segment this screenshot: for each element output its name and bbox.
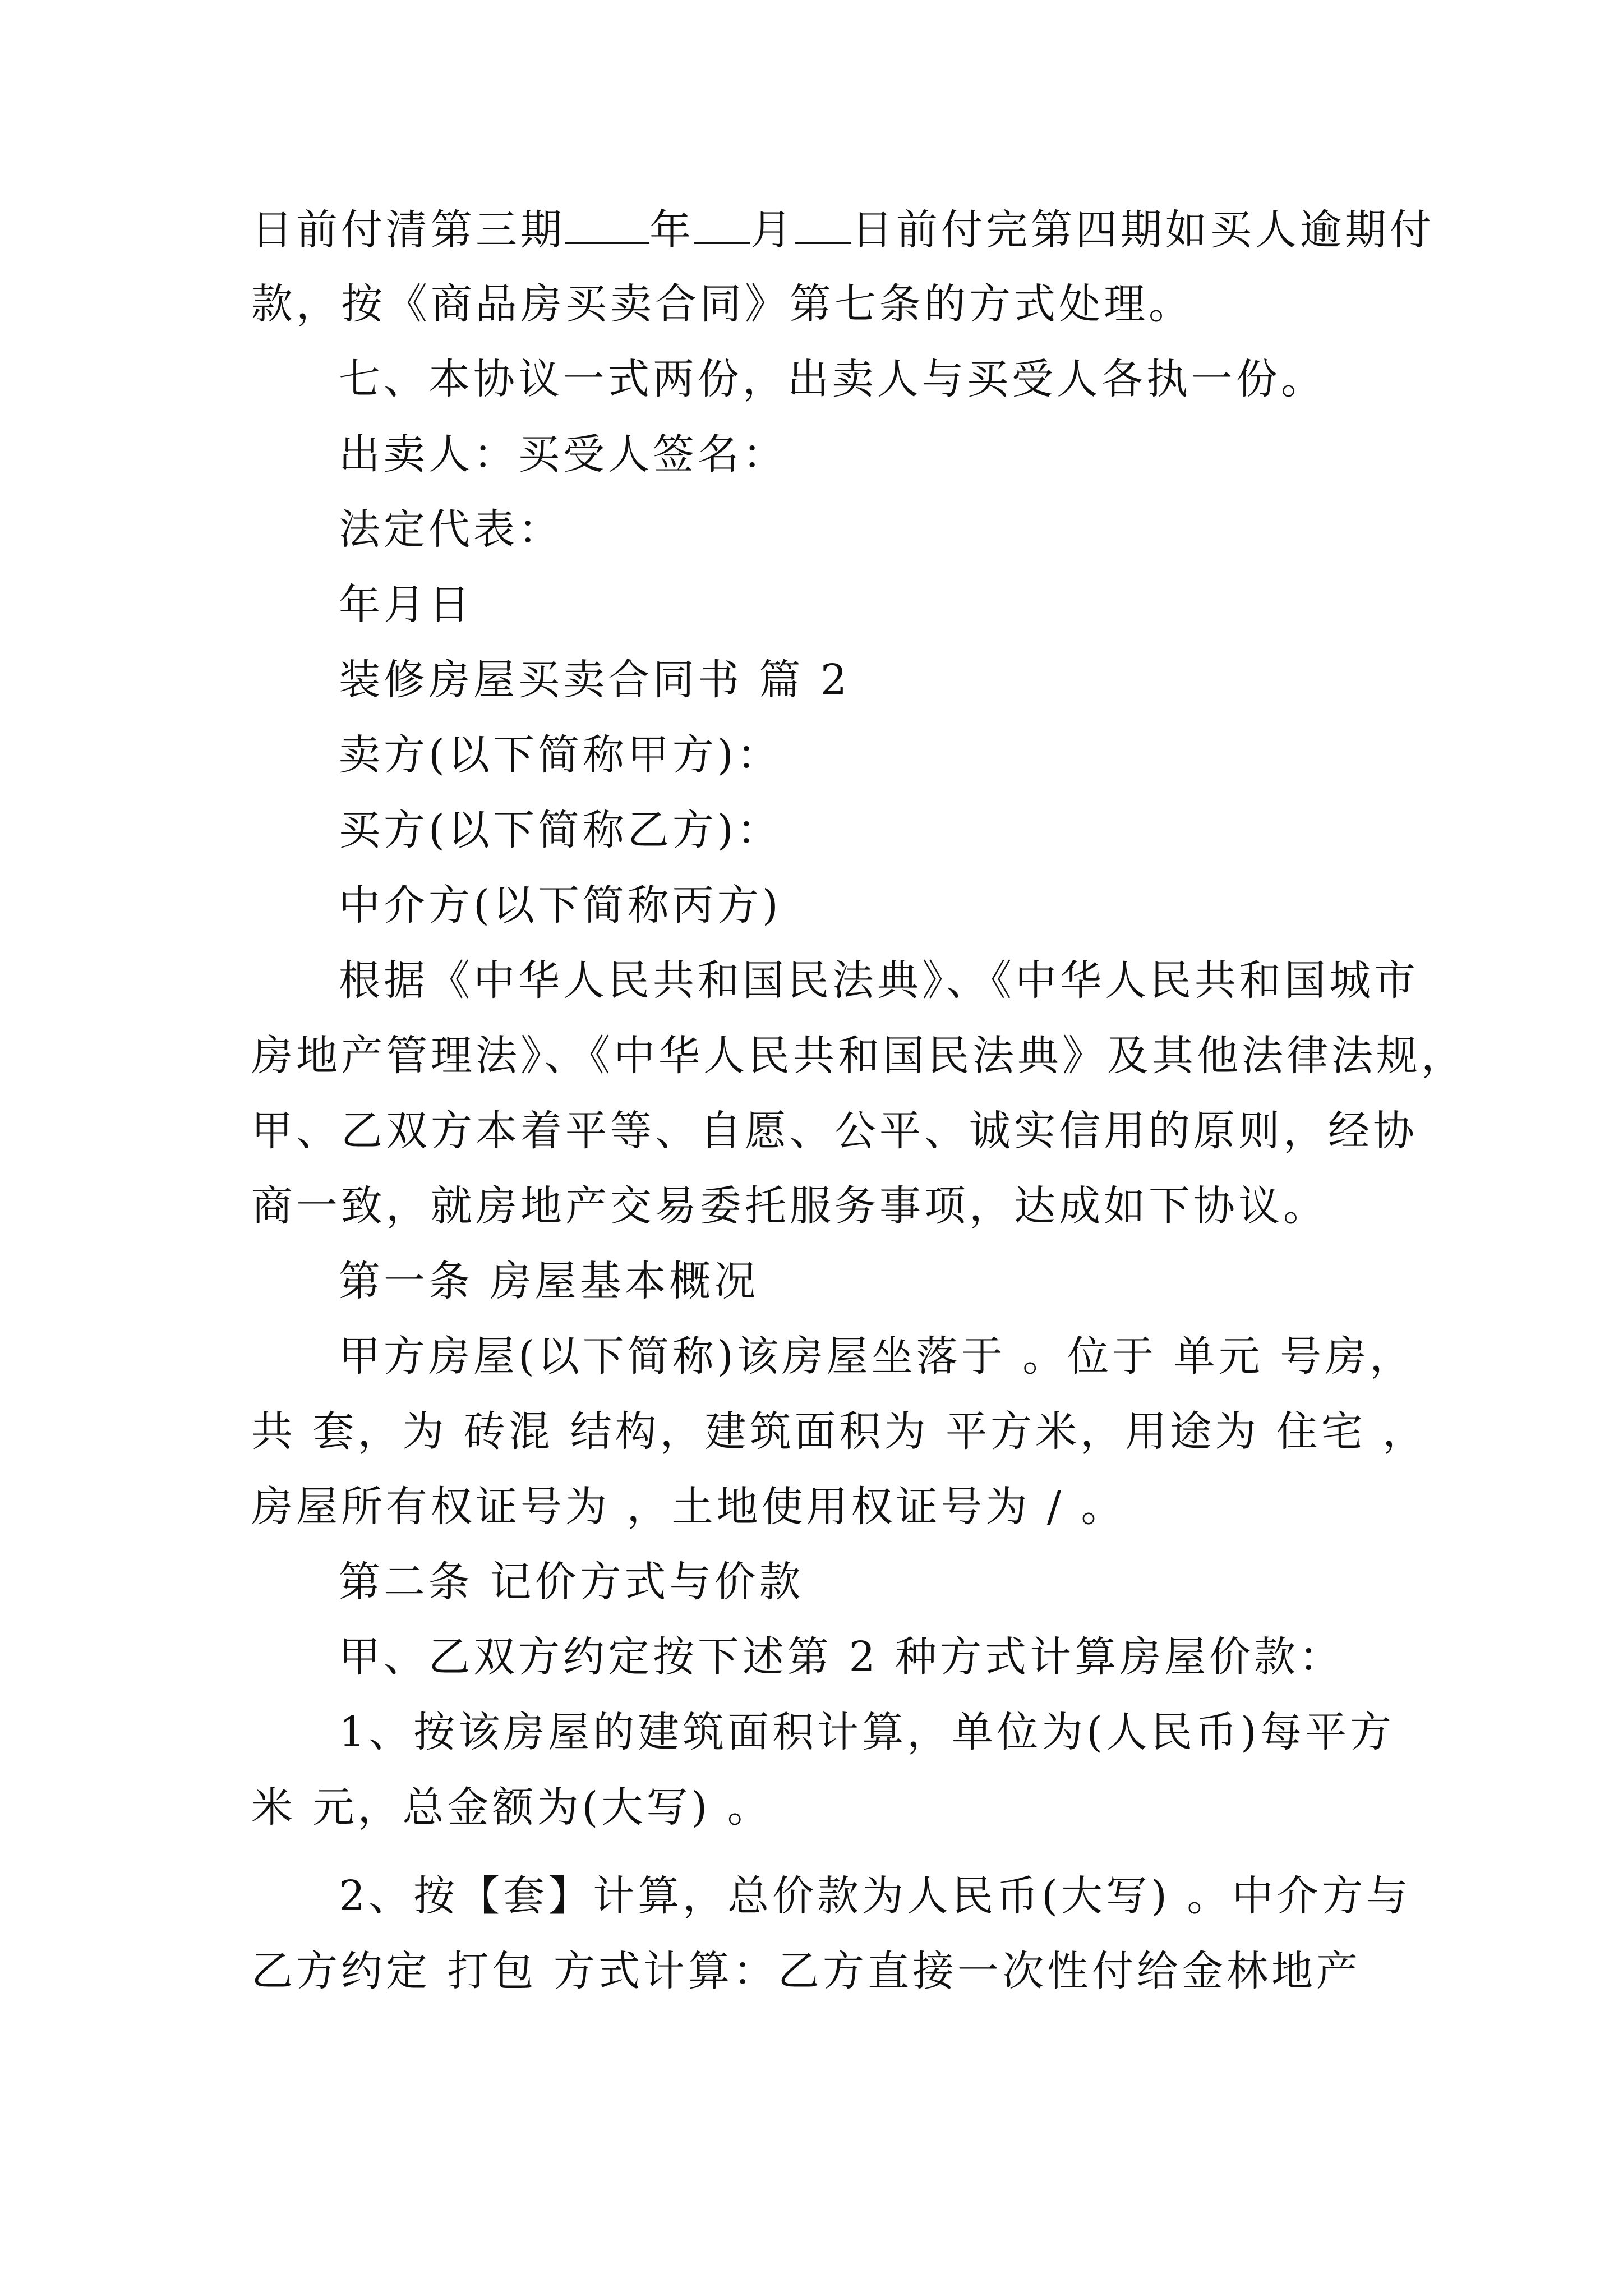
paragraph-line: 款，按《商品房买卖合同》第七条的方式处理。 <box>251 280 1193 328</box>
agent-line: 中介方(以下简称丙方) <box>339 881 782 930</box>
paragraph-line: 乙方约定 打包 方式计算：乙方直接一次性付给金林地产 <box>251 1947 1362 1995</box>
paragraph-line: 共 套，为 砖混 结构，建筑面积为 平方米，用途为 住宅 ， <box>251 1407 1428 1456</box>
year-blank <box>565 202 649 244</box>
paragraph-line: 根据《中华人民共和国民法典》、《中华人民共和国城市 <box>339 956 1419 1005</box>
paragraph-line: 房地产管理法》、《中华人民共和国民法典》及其他法律法规， <box>251 1032 1466 1080</box>
date-line: 年月日 <box>339 581 473 629</box>
seller-line: 卖方(以下简称甲方)： <box>339 731 782 779</box>
payment-schedule-line <box>251 202 1435 258</box>
paragraph-line: 房屋所有权证号为 ，土地使用权证号为 / 。 <box>251 1483 1126 1531</box>
paragraph-line: 2、按【套】计算，总价款为人民币(大写) 。中介方与 <box>339 1872 1412 1920</box>
text-segment: 日前付清第三期 <box>251 206 565 254</box>
text-segment: 日前付完第四期如买人逾期付 <box>851 206 1435 254</box>
paragraph-line: 商一致，就房地产交易委托服务事项，达成如下协议。 <box>251 1182 1328 1230</box>
section-title: 装修房屋买卖合同书 篇 2 <box>339 656 851 704</box>
buyer-line: 买方(以下简称乙方)： <box>339 806 782 854</box>
article-heading: 第二条 记价方式与价款 <box>339 1558 804 1606</box>
paragraph-line: 1、按该房屋的建筑面积计算，单位为(人民币)每平方 <box>339 1708 1395 1756</box>
paragraph-line: 甲、乙双方本着平等、自愿、公平、诚实信用的原则，经协 <box>251 1107 1418 1155</box>
article-heading: 第一条 房屋基本概况 <box>339 1257 759 1305</box>
paragraph-line: 七、本协议一式两份，出卖人与买受人各执一份。 <box>339 355 1326 403</box>
paragraph-line: 米 元，总金额为(大写) 。 <box>251 1783 772 1832</box>
legal-representative-line: 法定代表： <box>339 505 563 554</box>
text-segment: 年 <box>649 206 694 254</box>
month-blank <box>694 202 750 244</box>
paragraph-line: 甲、乙双方约定按下述第 2 种方式计算房屋价款： <box>339 1633 1344 1681</box>
day-blank <box>795 202 851 244</box>
text-segment: 月 <box>750 206 795 254</box>
paragraph-line: 甲方房屋(以下简称)该房屋坐落于 。位于 单元 号房， <box>339 1332 1415 1381</box>
signature-line: 出卖人：买受人签名： <box>339 430 787 478</box>
